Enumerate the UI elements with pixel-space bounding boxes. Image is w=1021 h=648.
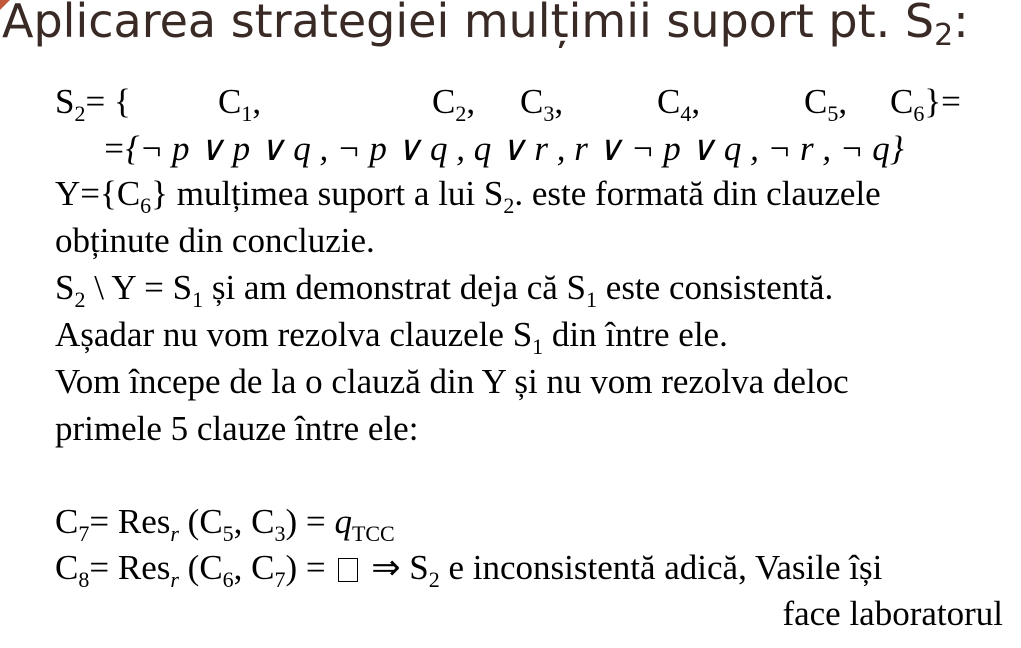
- resolution-step-c7: $C_7= Res_r$ ($C_5$, $C_3) = q_{TCC}$: [55, 502, 395, 546]
- start-from-y-text: Vom începe de la o clauză din Y și nu vom rezolva deloc: [55, 362, 849, 401]
- support-set-text-continued: obținute din concluzie.: [55, 221, 375, 260]
- clause-c6-label: $C_6\}=$: [890, 82, 961, 126]
- start-from-y-text-continued: primele 5 clauze între ele:: [55, 409, 419, 448]
- conclusion-text-continued: face laboratorul: [782, 594, 1003, 633]
- support-set-text: $Y=\{C_6\}$ mulțimea suport a lui $S_2$. este formată din clauzele: [55, 174, 881, 218]
- resolution-step-c8: $C_8= Res_r$ ($C_6$, $C_7$) = ⇒ $S_2$ e inconsistentă adică, Vasile își: [55, 548, 883, 592]
- clause-c4-label: $C_4$,: [657, 82, 701, 126]
- consistency-text: $S_2$ \ $Y = S_1$ și am demonstrat deja că $S_1$ este consistentă.: [55, 268, 834, 312]
- set-definition-line: $S_2=$ {: [55, 82, 131, 126]
- clause-c5-label: $C_5$,: [804, 82, 848, 126]
- clause-c1-label: $C_1$,: [218, 82, 262, 126]
- clause-c2-label: $C_2$,: [432, 82, 476, 126]
- slide-title: Aplicarea strategiei mulțimii suport pt. $S_2$:: [2, 0, 969, 53]
- no-resolve-text: Așadar nu vom rezolva clauzele $S_1$ din între ele.: [55, 315, 728, 359]
- clause-c3-label: $C_3$,: [520, 82, 564, 126]
- empty-clause-box-icon: [338, 558, 358, 582]
- clause-formula-line: ={¬ p ∨ p ∨ q , ¬ p ∨ q , q ∨ r , r ∨ ¬ p ∨ q , ¬ r , ¬ q}: [102, 129, 904, 168]
